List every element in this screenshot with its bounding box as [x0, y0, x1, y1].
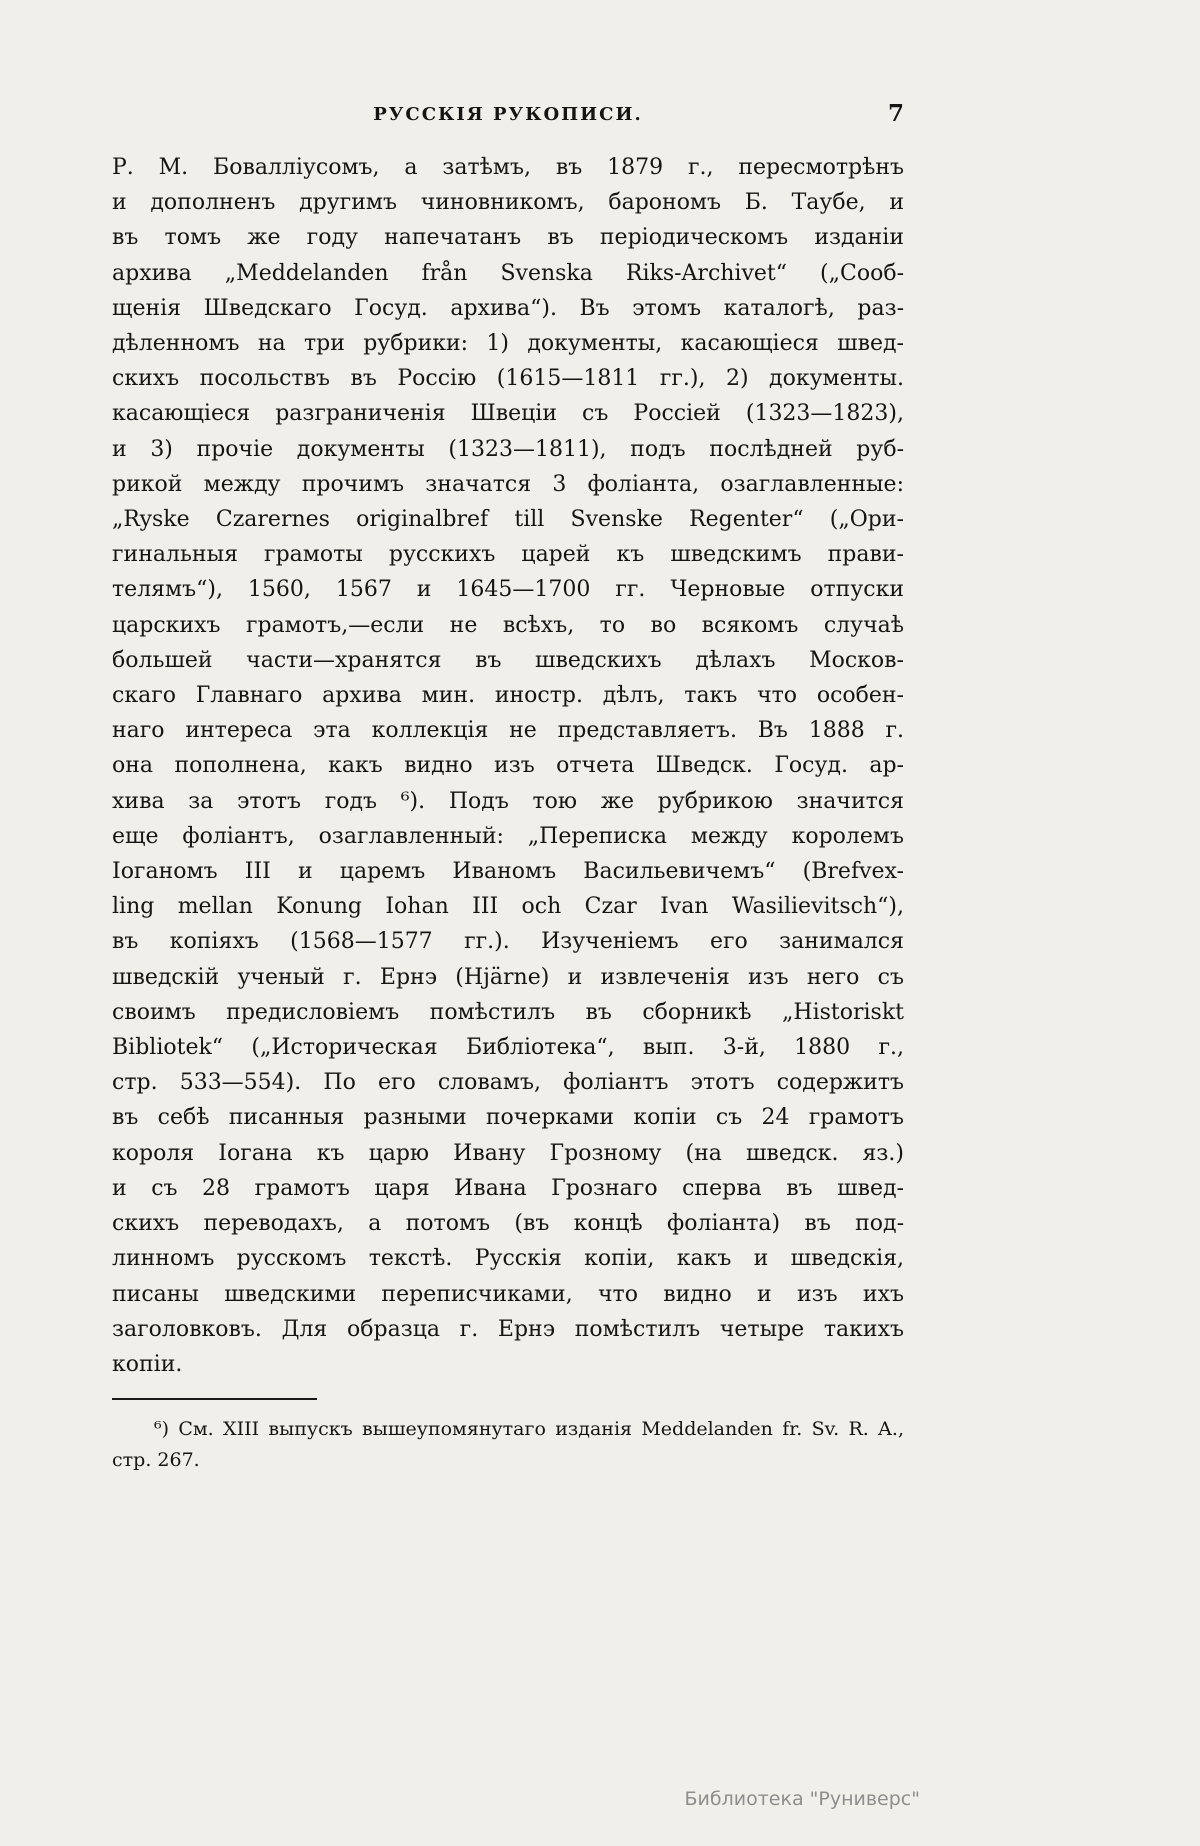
body-line: наго интереса эта коллекція не представляетъ. Въ 1888 г. — [112, 718, 904, 744]
body-line: гинальныя грамоты русскихъ царей къ шведскимъ прави- — [112, 542, 904, 568]
body-line: линномъ русскомъ текстѣ. Русскія копіи, какъ и шведскія, — [112, 1246, 904, 1272]
body-line: въ копіяхъ (1568—1577 гг.). Изученіемъ его занимался — [112, 929, 904, 955]
body-line: стр. 533—554). По его словамъ, фоліантъ этотъ содержитъ — [112, 1070, 904, 1096]
body-line: короля Іогана къ царю Ивану Грозному (на шведск. яз.) — [112, 1140, 904, 1166]
body-line: касающіеся разграниченія Швеціи съ Россіей (1323—1823), — [112, 401, 904, 427]
body-line: скихъ переводахъ, а потомъ (въ концѣ фоліанта) въ под- — [112, 1211, 904, 1237]
page-header — [112, 100, 904, 130]
footnote-separator-rule — [112, 1398, 317, 1400]
body-line: дѣленномъ на три рубрики: 1) документы, касающіеся швед- — [112, 331, 904, 357]
body-line: архива „Meddelanden från Svenska Riks-Archivet“ („Сооб- — [112, 260, 904, 286]
body-line: и съ 28 грамотъ царя Ивана Грознаго сперва въ швед- — [112, 1175, 904, 1201]
body-line: своимъ предисловіемъ помѣстилъ въ сборникѣ „Historiskt — [112, 999, 904, 1025]
body-line: писаны шведскими переписчиками, что видно и изъ ихъ — [112, 1281, 904, 1307]
body-line: еще фоліантъ, озаглавленный: „Переписка между королемъ — [112, 823, 904, 849]
body-line: скаго Главнаго архива мин. иностр. дѣлъ, такъ что особен- — [112, 683, 904, 709]
body-line: царскихъ грамотъ,—если не всѣхъ, то во всякомъ случаѣ — [112, 612, 904, 638]
page-number: 7 — [887, 100, 904, 127]
text-column — [112, 100, 904, 1476]
body-line: „Ryske Czarernes originalbref till Svenske Regenter“ („Ори- — [112, 507, 904, 533]
body-line: и дополненъ другимъ чиновникомъ, барономъ Б. Таубе, и — [112, 190, 904, 216]
body-line: Іоганомъ III и царемъ Иваномъ Васильевичемъ“ (Brefvex- — [112, 859, 904, 885]
body-line: хива за этотъ годъ ⁶). Подъ тою же рубрикою значится — [112, 788, 904, 814]
body-line: щенія Шведскаго Госуд. архива“). Въ этомъ каталогѣ, раз- — [112, 295, 904, 321]
body-line: скихъ посольствъ въ Россію (1615—1811 гг.), 2) документы. — [112, 366, 904, 392]
footnote: ⁶) См. XIII выпускъ вышеупомянутаго изданія Meddelanden fr. Sv. R. A., стр. 267. — [112, 1418, 904, 1472]
body-line: и 3) прочіе документы (1323—1811), подъ послѣдней руб- — [112, 436, 904, 462]
body-line: Р. М. Бовалліусомъ, а затѣмъ, въ 1879 г., пересмотрѣнъ — [112, 155, 904, 180]
body-text — [112, 150, 904, 1382]
body-line: большей части—хранятся въ шведскихъ дѣлахъ Москов- — [112, 647, 904, 673]
running-title: РУССКІЯ РУКОПИСИ. — [373, 104, 643, 125]
body-line: копіи. — [112, 1351, 183, 1377]
body-line: ling mellan Konung Iohan III och Czar Ivan Wasilievitsch“), — [112, 894, 904, 920]
body-line: Bibliotek“ („Историческая Библіотека“, вып. 3-й, 1880 г., — [112, 1035, 904, 1061]
body-line: она пополнена, какъ видно изъ отчета Шведск. Госуд. ар- — [112, 753, 904, 779]
body-line: въ томъ же году напечатанъ въ періодическомъ изданіи — [112, 225, 904, 251]
body-line: въ себѣ писанныя разными почерками копіи съ 24 грамотъ — [112, 1105, 904, 1131]
body-line: рикой между прочимъ значатся 3 фоліанта, озаглавленные: — [112, 471, 904, 497]
body-line: заголовковъ. Для образца г. Ернэ помѣстилъ четыре такихъ — [112, 1316, 904, 1342]
library-watermark: Библиотека "Руниверс" — [684, 1788, 920, 1810]
body-line: шведскій ученый г. Ернэ (Hjärne) и извлеченія изъ него съ — [112, 964, 904, 990]
body-line: телямъ“), 1560, 1567 и 1645—1700 гг. Черновые отпуски — [112, 577, 904, 603]
